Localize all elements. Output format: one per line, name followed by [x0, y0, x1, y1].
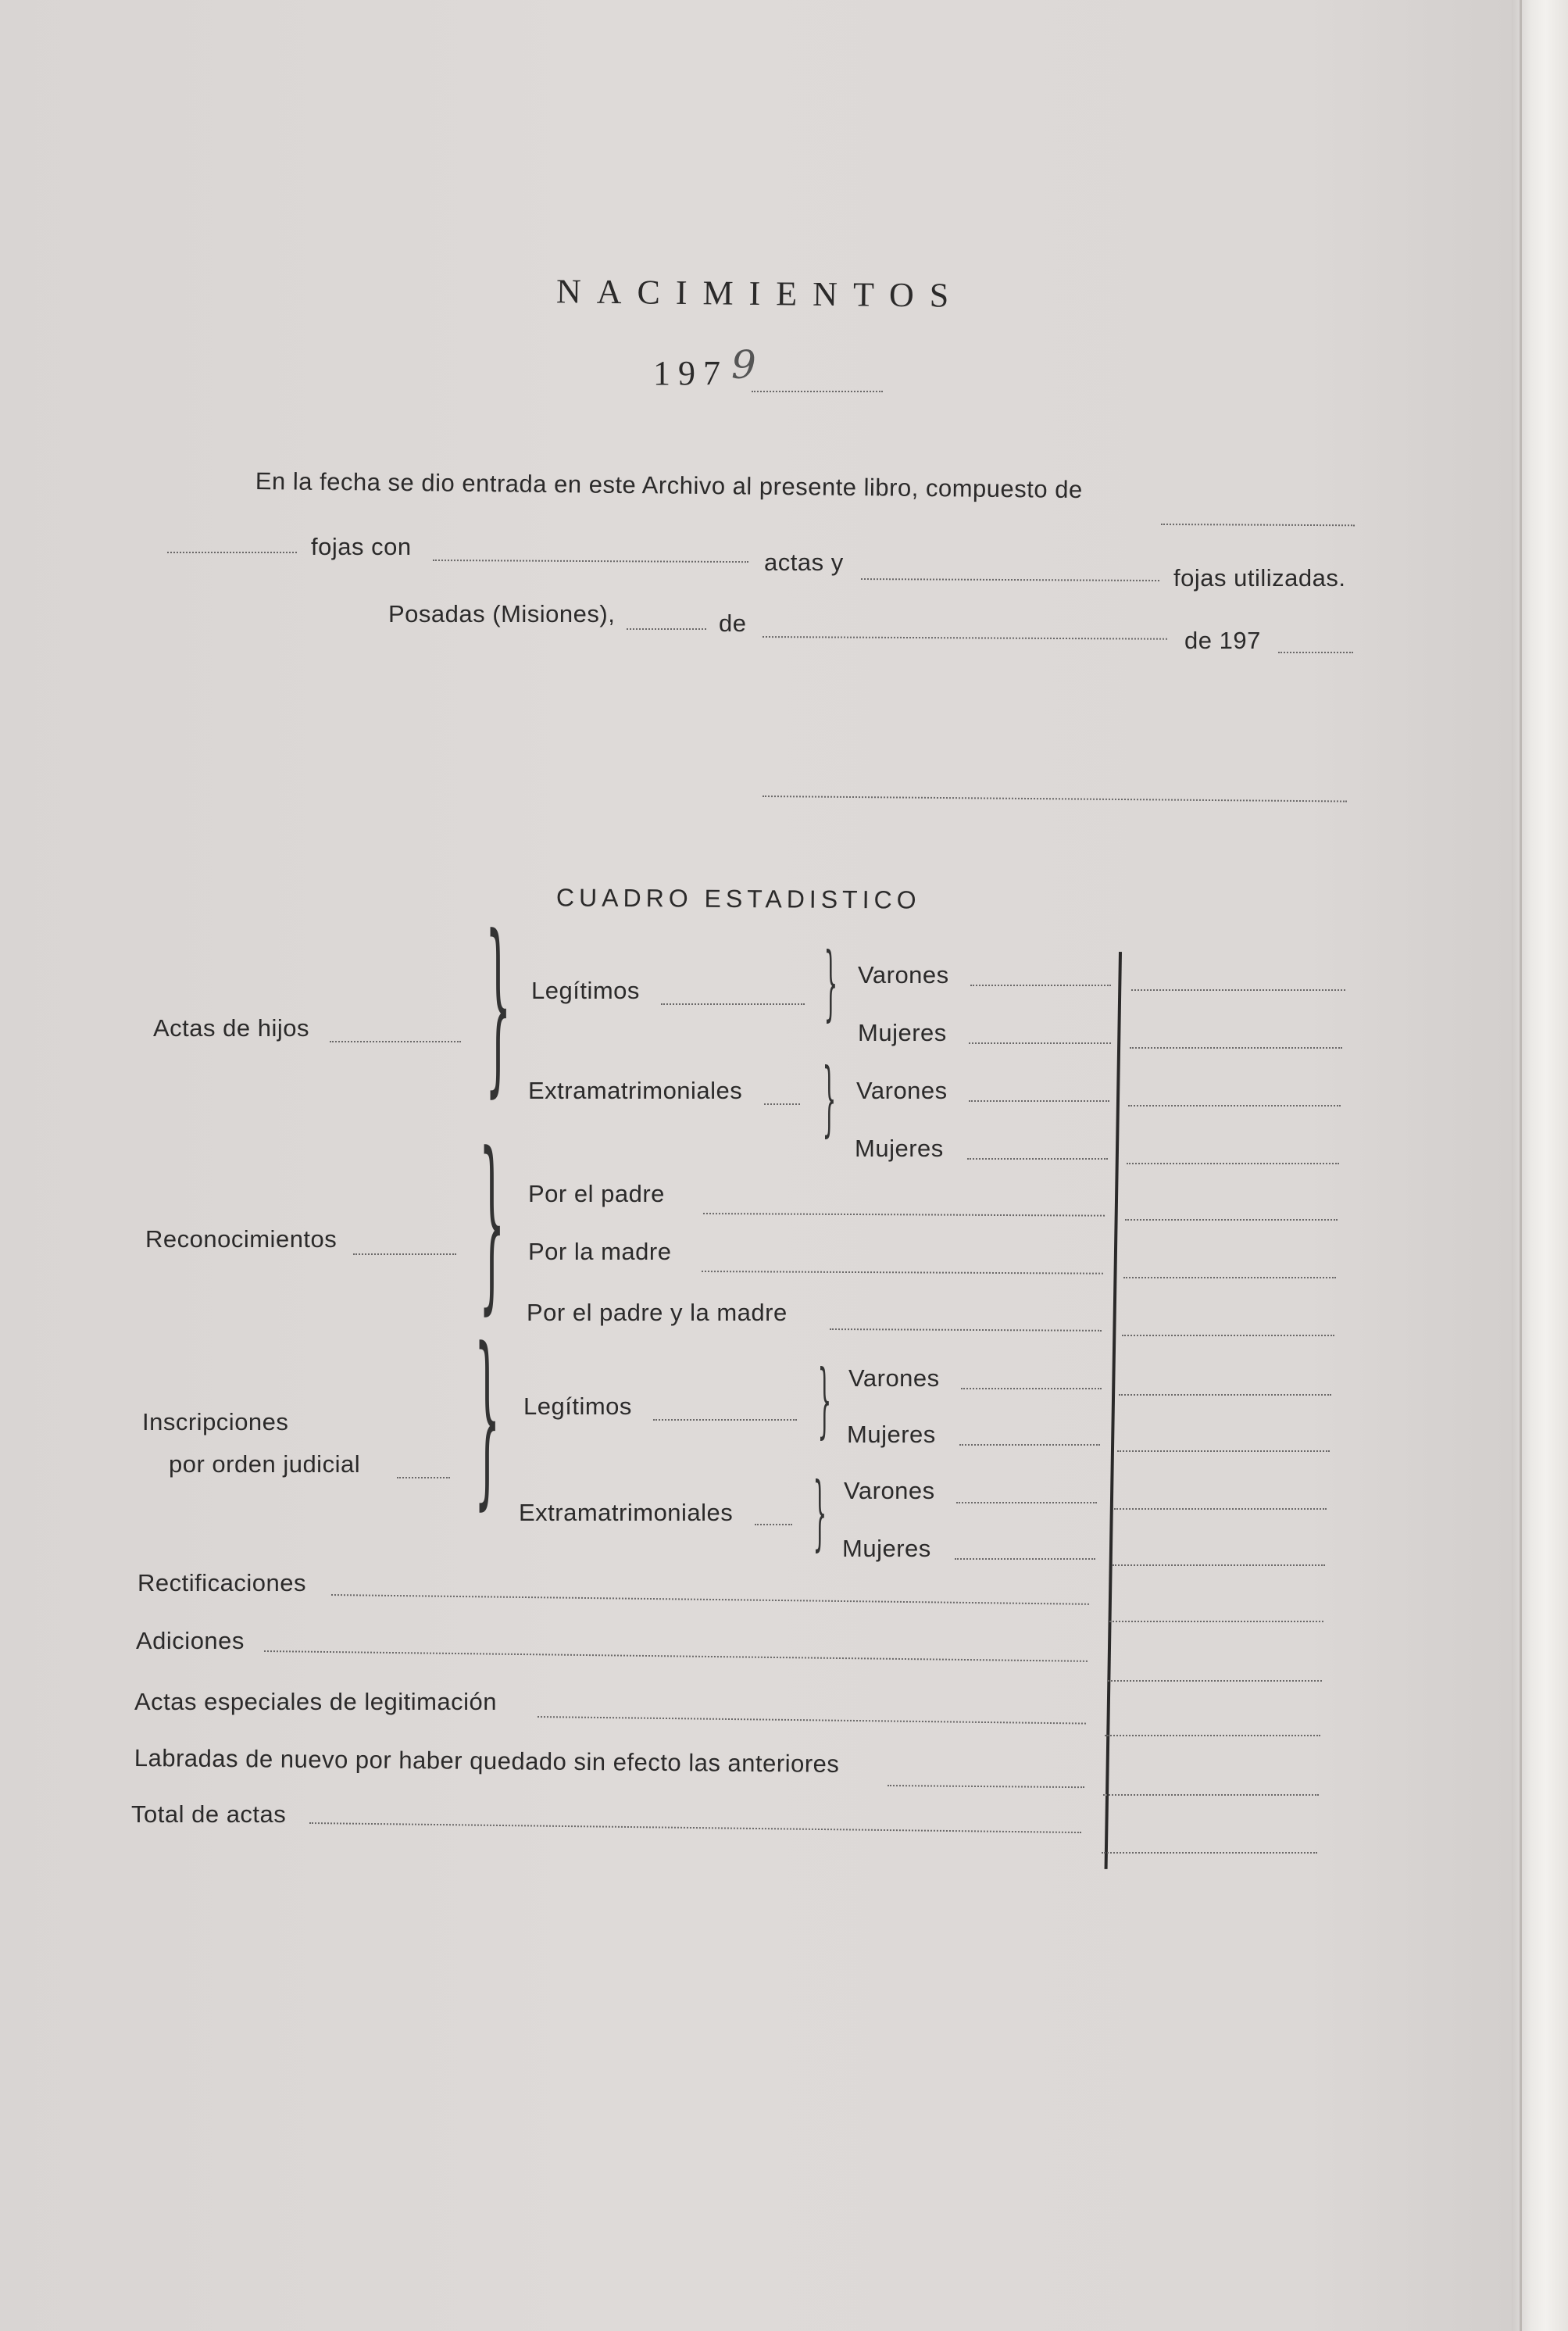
extramatrimoniales-label: Extramatrimoniales — [528, 1077, 743, 1104]
total-de-actas-label: Total de actas — [131, 1800, 287, 1828]
fojas-utilizadas-label: fojas utilizadas. — [1173, 564, 1346, 592]
labradas-total — [1103, 1794, 1319, 1796]
rectificaciones-label: Rectificaciones — [138, 1569, 306, 1596]
brace-extramatrimoniales: } — [822, 1050, 837, 1146]
inscripciones-extramatrimoniales-varones-total — [1114, 1508, 1327, 1510]
inscripciones-legitimos-mujeres-total — [1117, 1450, 1330, 1452]
legitimos-mujeres-total — [1130, 1047, 1342, 1049]
por-el-padre-label: Por el padre — [528, 1180, 665, 1207]
legitimos-mujeres-blank — [969, 1042, 1111, 1044]
extramatrimoniales-varones-label: Varones — [856, 1077, 948, 1104]
actas-de-hijos-label: Actas de hijos — [153, 1014, 309, 1042]
inscripciones-legitimos-mujeres-blank — [959, 1444, 1100, 1446]
por-el-padre-total — [1125, 1219, 1338, 1221]
actas-y-label: actas y — [764, 549, 844, 576]
labradas-label: Labradas de nuevo por haber quedado sin efecto las anteriores — [134, 1744, 840, 1778]
inscripciones-extramatrimoniales-blank — [755, 1524, 792, 1525]
por-ambos-total — [1122, 1335, 1334, 1336]
legitimos-varones-blank — [970, 985, 1111, 986]
inscripciones-extramatrimoniales-varones-blank — [956, 1502, 1097, 1503]
legitimos-blank — [661, 1003, 805, 1005]
year-printed: 197 — [653, 354, 728, 392]
inscripciones-label: Inscripciones — [142, 1408, 289, 1435]
brace-actas: } — [485, 896, 512, 1115]
statistics-heading: CUADRO ESTADISTICO — [555, 883, 921, 914]
legitimos-label: Legítimos — [531, 977, 640, 1004]
inscripciones-legitimos-varones-label: Varones — [848, 1364, 940, 1392]
reconocimientos-blank — [353, 1253, 456, 1255]
inscripciones-legitimos-varones-blank — [961, 1388, 1102, 1389]
brace-inscripciones-extramatrimoniales: } — [813, 1464, 827, 1560]
year-blank-2 — [1278, 652, 1353, 653]
year-blank — [752, 391, 883, 392]
reconocimientos-label: Reconocimientos — [145, 1225, 338, 1253]
day-blank — [627, 628, 706, 630]
inscripciones-extramatrimoniales-varones-label: Varones — [844, 1477, 935, 1504]
inscripciones-legitimos-varones-total — [1119, 1394, 1331, 1396]
extramatrimoniales-blank — [764, 1103, 800, 1105]
brace-reconocimientos: } — [479, 1114, 505, 1332]
inscripciones-extramatrimoniales-mujeres-total — [1113, 1564, 1325, 1566]
inscripciones-legitimos-mujeres-label: Mujeres — [847, 1421, 936, 1448]
legitimos-varones-total — [1131, 989, 1345, 991]
inscripciones-legitimos-blank — [653, 1419, 797, 1421]
fojas-count-blank — [167, 552, 297, 553]
brace-inscripciones-legitimos: } — [817, 1352, 832, 1447]
fojas-con-label: fojas con — [311, 533, 412, 560]
adiciones-label: Adiciones — [136, 1627, 245, 1654]
extramatrimoniales-varones-blank — [969, 1100, 1109, 1102]
place-label: Posadas (Misiones), — [388, 600, 616, 627]
page-edge — [1512, 0, 1568, 2331]
brace-legitimos: } — [823, 935, 838, 1030]
de-label: de — [719, 610, 747, 637]
legitimos-varones-label: Varones — [858, 961, 949, 989]
extramatrimoniales-varones-total — [1128, 1105, 1341, 1107]
page-title: NACIMIENTOS — [555, 272, 965, 315]
extramatrimoniales-mujeres-label: Mujeres — [855, 1135, 944, 1162]
inscripciones-extramatrimoniales-mujeres-blank — [955, 1558, 1095, 1560]
legitimos-mujeres-label: Mujeres — [858, 1019, 947, 1046]
inscripciones-blank — [397, 1477, 450, 1478]
adiciones-total — [1108, 1680, 1322, 1682]
inscripciones-legitimos-label: Legítimos — [523, 1393, 632, 1420]
inscripciones-extramatrimoniales-label: Extramatrimoniales — [519, 1499, 734, 1526]
total-de-actas-total — [1102, 1852, 1317, 1854]
extramatrimoniales-mujeres-blank — [967, 1158, 1108, 1160]
de-year-label: de 197 — [1184, 627, 1261, 654]
por-la-madre-label: Por la madre — [528, 1238, 672, 1265]
rectificaciones-total — [1109, 1621, 1323, 1622]
actas-especiales-label: Actas especiales de legitimación — [134, 1688, 498, 1715]
brace-inscripciones: } — [474, 1309, 501, 1528]
por-orden-judicial-label: por orden judicial — [169, 1450, 361, 1478]
actas-especiales-total — [1105, 1735, 1320, 1736]
actas-de-hijos-blank — [330, 1041, 461, 1042]
entry-line-1: En la fecha se dio entrada en este Archivo al presente libro, compuesto de — [255, 467, 1083, 504]
extramatrimoniales-mujeres-total — [1127, 1163, 1339, 1164]
year-handwritten: 9 — [731, 342, 756, 388]
por-la-madre-total — [1123, 1277, 1336, 1278]
inscripciones-extramatrimoniales-mujeres-label: Mujeres — [842, 1535, 931, 1562]
por-ambos-label: Por el padre y la madre — [527, 1299, 788, 1326]
